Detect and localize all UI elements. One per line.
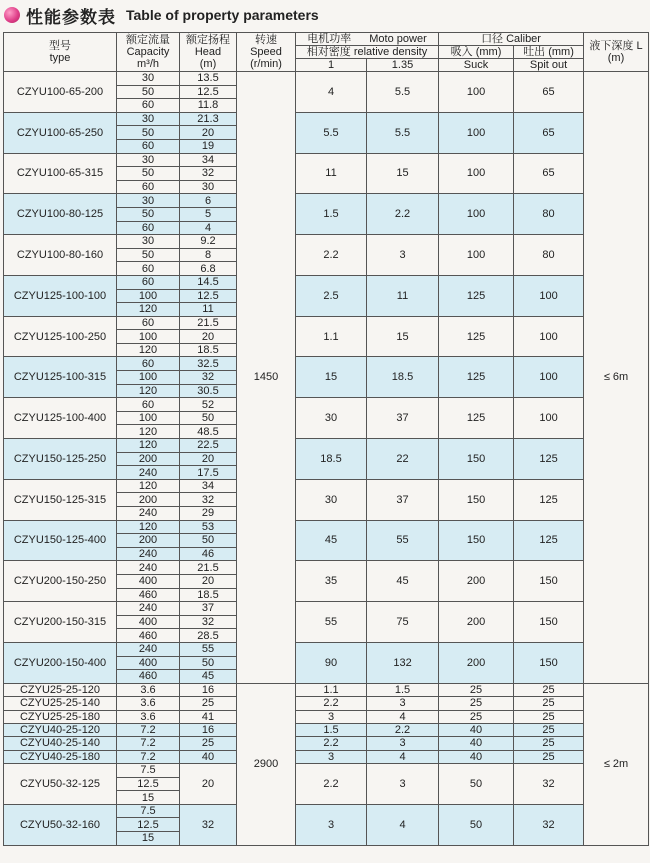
capacity-value: 7.5 (117, 804, 180, 818)
head-value: 21.3 (180, 112, 237, 126)
table-row (4, 723, 649, 736)
header-depth: 液下深度 L (m) (584, 33, 649, 72)
head-value: 41 (180, 710, 237, 723)
capacity-value: 60 (117, 139, 180, 153)
head-value: 5 (180, 207, 237, 221)
suck-value: 125 (439, 398, 514, 439)
table-row (4, 194, 649, 208)
table-row (4, 275, 649, 289)
table-row (4, 520, 649, 534)
model-type: CZYU200-150-250 (4, 561, 117, 602)
spit-value: 65 (514, 72, 584, 113)
head-value: 16 (180, 683, 237, 696)
head-value: 20 (180, 452, 237, 466)
power-density-1: 90 (296, 642, 367, 683)
spit-value: 65 (514, 153, 584, 194)
property-table (3, 32, 649, 846)
capacity-value: 460 (117, 629, 180, 643)
capacity-value: 60 (117, 357, 180, 371)
model-type: CZYU150-125-400 (4, 520, 117, 561)
table-row (4, 642, 649, 656)
spit-value: 32 (514, 764, 584, 805)
power-density-1: 35 (296, 561, 367, 602)
head-value: 53 (180, 520, 237, 534)
capacity-value: 60 (117, 221, 180, 235)
table-row (4, 737, 649, 750)
model-type: CZYU125-100-100 (4, 275, 117, 316)
suck-value: 100 (439, 235, 514, 276)
capacity-value: 400 (117, 656, 180, 670)
capacity-value: 50 (117, 167, 180, 181)
capacity-value: 30 (117, 235, 180, 249)
power-density-1-35: 37 (367, 398, 439, 439)
capacity-value: 120 (117, 520, 180, 534)
table-row (4, 153, 649, 167)
capacity-value: 120 (117, 479, 180, 493)
head-value: 25 (180, 697, 237, 710)
head-value: 6 (180, 194, 237, 208)
capacity-value: 60 (117, 398, 180, 412)
capacity-value: 100 (117, 330, 180, 344)
suck-value: 40 (439, 723, 514, 736)
spit-value: 100 (514, 398, 584, 439)
capacity-value: 15 (117, 832, 180, 846)
table-row (4, 804, 649, 818)
suck-value: 100 (439, 112, 514, 153)
spit-value: 125 (514, 439, 584, 480)
spit-value: 65 (514, 112, 584, 153)
power-density-1-35: 4 (367, 710, 439, 723)
title-english: Table of property parameters (126, 7, 319, 23)
head-value: 32 (180, 493, 237, 507)
model-type: CZYU40-25-140 (4, 737, 117, 750)
head-value: 11.8 (180, 99, 237, 113)
model-type: CZYU25-25-180 (4, 710, 117, 723)
capacity-value: 50 (117, 85, 180, 99)
power-density-1-35: 4 (367, 804, 439, 845)
power-density-1: 3 (296, 750, 367, 763)
capacity-value: 400 (117, 615, 180, 629)
capacity-value: 30 (117, 153, 180, 167)
model-type: CZYU100-65-200 (4, 72, 117, 113)
head-value: 22.5 (180, 439, 237, 453)
power-density-1: 1.1 (296, 683, 367, 696)
suck-value: 25 (439, 710, 514, 723)
suck-value: 150 (439, 520, 514, 561)
suck-value: 100 (439, 153, 514, 194)
head-value: 32 (180, 804, 237, 845)
capacity-value: 120 (117, 425, 180, 439)
model-type: CZYU25-25-140 (4, 697, 117, 710)
model-type: CZYU150-125-250 (4, 439, 117, 480)
head-value: 34 (180, 153, 237, 167)
header-density: 相对密度 relative density (296, 46, 439, 59)
suck-value: 50 (439, 804, 514, 845)
head-value: 46 (180, 547, 237, 561)
power-density-1: 2.2 (296, 697, 367, 710)
power-density-1: 2.2 (296, 737, 367, 750)
head-value: 6.8 (180, 262, 237, 276)
model-type: CZYU25-25-120 (4, 683, 117, 696)
header-type: 型号 type (4, 33, 117, 72)
table-row (4, 602, 649, 616)
spit-value: 150 (514, 602, 584, 643)
head-value: 37 (180, 602, 237, 616)
power-density-1-35: 3 (367, 697, 439, 710)
power-density-1: 55 (296, 602, 367, 643)
head-value: 52 (180, 398, 237, 412)
head-value: 32 (180, 615, 237, 629)
suck-value: 200 (439, 602, 514, 643)
suck-value: 200 (439, 561, 514, 602)
capacity-value: 50 (117, 248, 180, 262)
header-caliber: 口径 Caliber (439, 33, 584, 46)
power-density-1-35: 18.5 (367, 357, 439, 398)
table-row (4, 398, 649, 412)
spit-value: 25 (514, 710, 584, 723)
power-density-1: 11 (296, 153, 367, 194)
capacity-value: 7.5 (117, 764, 180, 778)
head-value: 21.5 (180, 561, 237, 575)
head-value: 25 (180, 737, 237, 750)
head-value: 20 (180, 330, 237, 344)
capacity-value: 60 (117, 99, 180, 113)
suck-value: 25 (439, 697, 514, 710)
head-value: 29 (180, 507, 237, 521)
power-density-1: 45 (296, 520, 367, 561)
head-value: 4 (180, 221, 237, 235)
power-density-1: 3 (296, 804, 367, 845)
bullet-icon (4, 7, 20, 23)
capacity-value: 30 (117, 194, 180, 208)
capacity-value: 240 (117, 642, 180, 656)
power-density-1-35: 22 (367, 439, 439, 480)
power-density-1-35: 5.5 (367, 112, 439, 153)
header-spit: 吐出 (mm) (514, 46, 584, 59)
capacity-value: 200 (117, 493, 180, 507)
header-density-1: 1 (296, 59, 367, 72)
spit-value: 150 (514, 642, 584, 683)
capacity-value: 200 (117, 534, 180, 548)
spit-value: 125 (514, 520, 584, 561)
power-density-1-35: 3 (367, 764, 439, 805)
head-value: 9.2 (180, 235, 237, 249)
capacity-value: 240 (117, 547, 180, 561)
head-value: 17.5 (180, 466, 237, 480)
capacity-value: 120 (117, 343, 180, 357)
table-row (4, 235, 649, 249)
power-density-1: 15 (296, 357, 367, 398)
model-type: CZYU50-32-125 (4, 764, 117, 805)
spit-value: 25 (514, 683, 584, 696)
header-suck-en: Suck (439, 59, 514, 72)
head-value: 19 (180, 139, 237, 153)
power-density-1: 30 (296, 479, 367, 520)
head-value: 8 (180, 248, 237, 262)
head-value: 30 (180, 180, 237, 194)
suck-value: 100 (439, 72, 514, 113)
model-type: CZYU200-150-315 (4, 602, 117, 643)
suck-value: 150 (439, 479, 514, 520)
power-density-1-35: 75 (367, 602, 439, 643)
table-row (4, 561, 649, 575)
capacity-value: 240 (117, 466, 180, 480)
head-value: 45 (180, 670, 237, 684)
speed-value: 1450 (237, 72, 296, 684)
power-density-1-35: 1.5 (367, 683, 439, 696)
capacity-value: 460 (117, 588, 180, 602)
model-type: CZYU100-65-315 (4, 153, 117, 194)
power-density-1-35: 3 (367, 235, 439, 276)
power-density-1-35: 2.2 (367, 723, 439, 736)
head-value: 12.5 (180, 85, 237, 99)
capacity-value: 100 (117, 289, 180, 303)
power-density-1-35: 2.2 (367, 194, 439, 235)
power-density-1: 2.2 (296, 235, 367, 276)
title-bar (4, 2, 319, 28)
capacity-value: 240 (117, 561, 180, 575)
head-value: 18.5 (180, 588, 237, 602)
capacity-value: 60 (117, 262, 180, 276)
title-chinese: 性能参数表 (26, 7, 116, 27)
head-value: 16 (180, 723, 237, 736)
suck-value: 125 (439, 357, 514, 398)
header-capacity: 额定流量 Capacity m³/h (117, 33, 180, 72)
head-value: 28.5 (180, 629, 237, 643)
head-value: 11 (180, 303, 237, 317)
model-type: CZYU125-100-250 (4, 316, 117, 357)
power-density-1-35: 4 (367, 750, 439, 763)
spit-value: 25 (514, 750, 584, 763)
power-density-1: 18.5 (296, 439, 367, 480)
table-row (4, 316, 649, 330)
capacity-value: 3.6 (117, 697, 180, 710)
capacity-value: 50 (117, 126, 180, 140)
power-density-1-35: 37 (367, 479, 439, 520)
head-value: 55 (180, 642, 237, 656)
suck-value: 200 (439, 642, 514, 683)
table-body (4, 72, 649, 846)
head-value: 14.5 (180, 275, 237, 289)
table-row (4, 357, 649, 371)
spit-value: 32 (514, 804, 584, 845)
spit-value: 125 (514, 479, 584, 520)
depth-value: ≤ 2m (584, 683, 649, 845)
spit-value: 100 (514, 357, 584, 398)
capacity-value: 7.2 (117, 737, 180, 750)
capacity-value: 30 (117, 112, 180, 126)
head-value: 48.5 (180, 425, 237, 439)
capacity-value: 240 (117, 507, 180, 521)
head-value: 13.5 (180, 72, 237, 86)
power-density-1-35: 132 (367, 642, 439, 683)
spit-value: 80 (514, 235, 584, 276)
spit-value: 100 (514, 275, 584, 316)
head-value: 20 (180, 764, 237, 805)
model-type: CZYU40-25-120 (4, 723, 117, 736)
table-row (4, 112, 649, 126)
capacity-value: 200 (117, 452, 180, 466)
capacity-value: 100 (117, 411, 180, 425)
suck-value: 100 (439, 194, 514, 235)
power-density-1-35: 15 (367, 316, 439, 357)
spit-value: 25 (514, 723, 584, 736)
power-density-1-35: 45 (367, 561, 439, 602)
power-density-1: 4 (296, 72, 367, 113)
head-value: 12.5 (180, 289, 237, 303)
head-value: 50 (180, 411, 237, 425)
header-suck: 吸入 (mm) (439, 46, 514, 59)
header-speed: 转速 Speed (r/min) (237, 33, 296, 72)
table-row (4, 479, 649, 493)
model-type: CZYU100-80-125 (4, 194, 117, 235)
suck-value: 40 (439, 737, 514, 750)
capacity-value: 12.5 (117, 818, 180, 832)
capacity-value: 60 (117, 180, 180, 194)
power-density-1-35: 15 (367, 153, 439, 194)
head-value: 32.5 (180, 357, 237, 371)
table-row (4, 683, 649, 696)
header-power (296, 33, 439, 46)
capacity-value: 120 (117, 303, 180, 317)
power-density-1: 3 (296, 710, 367, 723)
capacity-value: 400 (117, 574, 180, 588)
table-row (4, 697, 649, 710)
suck-value: 40 (439, 750, 514, 763)
capacity-value: 460 (117, 670, 180, 684)
model-type: CZYU200-150-400 (4, 642, 117, 683)
capacity-value: 7.2 (117, 723, 180, 736)
suck-value: 50 (439, 764, 514, 805)
suck-value: 150 (439, 439, 514, 480)
capacity-value: 15 (117, 791, 180, 805)
power-density-1: 30 (296, 398, 367, 439)
capacity-value: 60 (117, 275, 180, 289)
power-density-1-35: 3 (367, 737, 439, 750)
header-density-1-35: 1.35 (367, 59, 439, 72)
capacity-value: 50 (117, 207, 180, 221)
table-row (4, 710, 649, 723)
model-type: CZYU40-25-180 (4, 750, 117, 763)
power-density-1-35: 11 (367, 275, 439, 316)
head-value: 32 (180, 167, 237, 181)
head-value: 32 (180, 371, 237, 385)
head-value: 50 (180, 656, 237, 670)
model-type: CZYU100-80-160 (4, 235, 117, 276)
capacity-value: 240 (117, 602, 180, 616)
head-value: 20 (180, 574, 237, 588)
table-header (4, 33, 649, 72)
power-density-1: 5.5 (296, 112, 367, 153)
speed-value: 2900 (237, 683, 296, 845)
capacity-value: 30 (117, 72, 180, 86)
capacity-value: 60 (117, 316, 180, 330)
power-density-1: 1.1 (296, 316, 367, 357)
header-head: 额定扬程 Head (m) (180, 33, 237, 72)
head-value: 30.5 (180, 384, 237, 398)
table-row (4, 750, 649, 763)
table-row (4, 439, 649, 453)
spit-value: 150 (514, 561, 584, 602)
capacity-value: 120 (117, 384, 180, 398)
suck-value: 25 (439, 683, 514, 696)
power-density-1: 1.5 (296, 194, 367, 235)
spit-value: 80 (514, 194, 584, 235)
table-row (4, 764, 649, 778)
capacity-value: 120 (117, 439, 180, 453)
head-value: 18.5 (180, 343, 237, 357)
capacity-value: 12.5 (117, 777, 180, 791)
table-row (4, 72, 649, 86)
power-density-1: 2.2 (296, 764, 367, 805)
power-density-1: 2.5 (296, 275, 367, 316)
power-density-1: 1.5 (296, 723, 367, 736)
header-spit-en: Spit out (514, 59, 584, 72)
header-power-en: Moto power (369, 33, 427, 45)
head-value: 40 (180, 750, 237, 763)
header-power-cn: 电机功率 (307, 33, 352, 45)
suck-value: 125 (439, 316, 514, 357)
head-value: 21.5 (180, 316, 237, 330)
power-density-1-35: 55 (367, 520, 439, 561)
capacity-value: 7.2 (117, 750, 180, 763)
power-density-1-35: 5.5 (367, 72, 439, 113)
suck-value: 125 (439, 275, 514, 316)
model-type: CZYU125-100-400 (4, 398, 117, 439)
model-type: CZYU125-100-315 (4, 357, 117, 398)
spit-value: 100 (514, 316, 584, 357)
spit-value: 25 (514, 737, 584, 750)
head-value: 20 (180, 126, 237, 140)
model-type: CZYU150-125-315 (4, 479, 117, 520)
spit-value: 25 (514, 697, 584, 710)
capacity-value: 100 (117, 371, 180, 385)
head-value: 50 (180, 534, 237, 548)
model-type: CZYU100-65-250 (4, 112, 117, 153)
model-type: CZYU50-32-160 (4, 804, 117, 845)
depth-value: ≤ 6m (584, 72, 649, 684)
capacity-value: 3.6 (117, 683, 180, 696)
head-value: 34 (180, 479, 237, 493)
capacity-value: 3.6 (117, 710, 180, 723)
